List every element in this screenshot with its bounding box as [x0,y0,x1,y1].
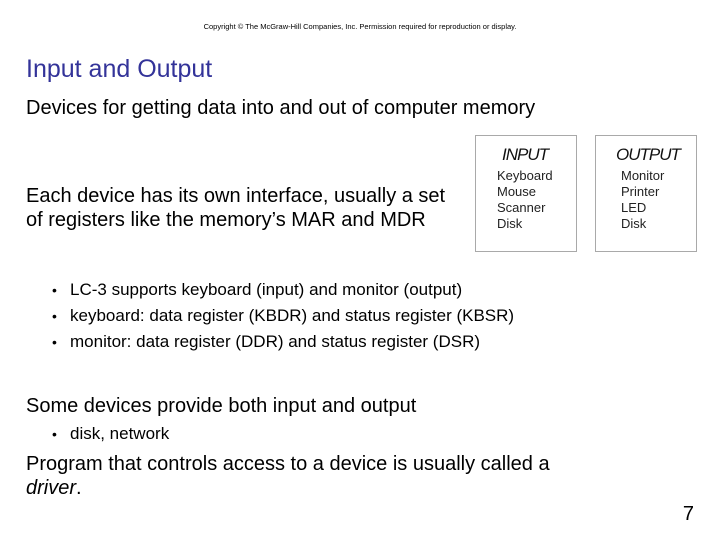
output-device-item: Printer [621,184,660,199]
input-device-item: Keyboard [497,168,553,183]
bullet-item: • keyboard: data register (KBDR) and status register (KBSR) [52,303,514,329]
input-device-item: Mouse [497,184,537,199]
paragraph-interface: Each device has its own interface, usually a set of registers like the memory’s MAR and MDR [26,185,446,231]
copyright-notice: Copyright © The McGraw-Hill Companies, Inc. Permission required for reproduction or display. [203,22,517,31]
output-device-item: Disk [621,216,647,231]
register-bullet-list [52,277,514,355]
input-device-item: Scanner [497,200,546,215]
output-device-item: Monitor [621,168,665,183]
output-heading: OUTPUT [616,145,680,164]
input-heading: INPUT [502,145,548,164]
driver-term: driver [26,477,77,499]
slide-title: Input and Output [26,55,213,83]
output-device-list [621,168,664,232]
output-devices-box [595,135,697,252]
both-io-bullet-list [52,421,169,447]
input-device-list [497,168,553,232]
input-device-item: Disk [497,216,523,231]
bullet-item: • LC-3 supports keyboard (input) and monitor (output) [52,277,514,303]
bullet-item: • monitor: data register (DDR) and status register (DSR) [52,329,514,355]
paragraph-both-io: Some devices provide both input and output [26,395,417,417]
input-devices-box [475,135,577,252]
driver-text-prefix: Program that controls access to a device is usually called a [26,453,550,475]
driver-text-suffix: . [76,477,82,499]
bullet-item: • disk, network [52,421,169,447]
paragraph-driver [26,452,586,500]
output-device-item: LED [621,200,647,215]
page-number: 7 [682,503,694,525]
paragraph-devices: Devices for getting data into and out of computer memory [26,97,536,119]
